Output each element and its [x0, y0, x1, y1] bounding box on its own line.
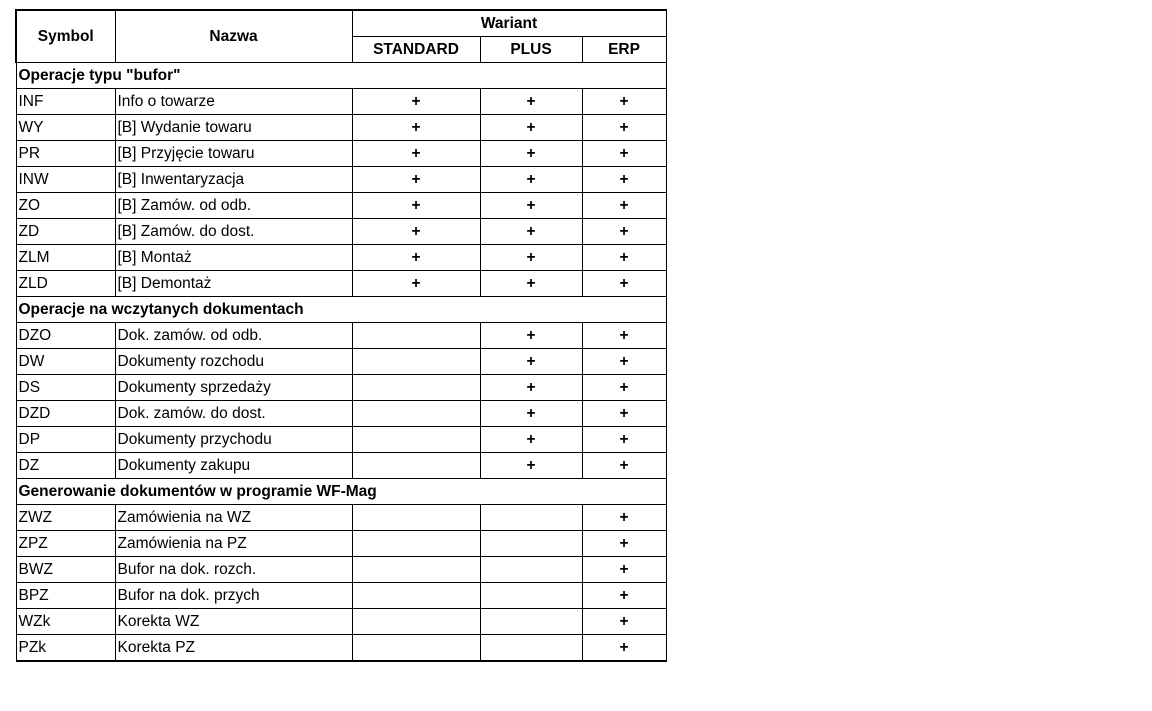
- header-variant-plus: PLUS: [480, 37, 582, 63]
- header-variant-standard: STANDARD: [352, 37, 480, 63]
- cell-plus: [480, 505, 582, 531]
- cell-plus: +: [480, 427, 582, 453]
- cell-plus: [480, 635, 582, 662]
- variants-table: [15, 9, 667, 662]
- cell-name: Dok. zamów. do dost.: [115, 401, 352, 427]
- cell-standard: [352, 505, 480, 531]
- cell-name: Bufor na dok. przych: [115, 583, 352, 609]
- cell-symbol: ZO: [16, 193, 115, 219]
- table-row: [16, 375, 666, 401]
- cell-plus: +: [480, 349, 582, 375]
- cell-erp: +: [582, 167, 666, 193]
- table-row: [16, 115, 666, 141]
- section-row: [16, 479, 666, 505]
- cell-symbol: WZk: [16, 609, 115, 635]
- cell-name: Zamówienia na PZ: [115, 531, 352, 557]
- cell-symbol: INF: [16, 89, 115, 115]
- header-symbol: Symbol: [16, 10, 115, 63]
- cell-symbol: DW: [16, 349, 115, 375]
- cell-erp: +: [582, 349, 666, 375]
- cell-symbol: ZLM: [16, 245, 115, 271]
- cell-plus: +: [480, 141, 582, 167]
- cell-symbol: WY: [16, 115, 115, 141]
- cell-standard: +: [352, 271, 480, 297]
- cell-symbol: PZk: [16, 635, 115, 662]
- cell-symbol: DZ: [16, 453, 115, 479]
- table-row: [16, 193, 666, 219]
- cell-symbol: DP: [16, 427, 115, 453]
- cell-erp: +: [582, 531, 666, 557]
- cell-standard: [352, 349, 480, 375]
- cell-symbol: INW: [16, 167, 115, 193]
- cell-plus: +: [480, 89, 582, 115]
- cell-plus: +: [480, 375, 582, 401]
- cell-erp: +: [582, 427, 666, 453]
- cell-erp: +: [582, 505, 666, 531]
- cell-name: [B] Inwentaryzacja: [115, 167, 352, 193]
- cell-symbol: DS: [16, 375, 115, 401]
- cell-erp: +: [582, 375, 666, 401]
- table-row: [16, 557, 666, 583]
- cell-symbol: DZD: [16, 401, 115, 427]
- cell-standard: [352, 609, 480, 635]
- cell-erp: +: [582, 245, 666, 271]
- table-row: [16, 583, 666, 609]
- cell-plus: +: [480, 453, 582, 479]
- table-row: [16, 245, 666, 271]
- cell-plus: +: [480, 219, 582, 245]
- cell-name: Zamówienia na WZ: [115, 505, 352, 531]
- cell-plus: +: [480, 323, 582, 349]
- cell-symbol: ZPZ: [16, 531, 115, 557]
- cell-erp: +: [582, 141, 666, 167]
- table-row: [16, 349, 666, 375]
- cell-standard: [352, 401, 480, 427]
- header-variant: Wariant: [352, 10, 666, 37]
- cell-standard: +: [352, 115, 480, 141]
- cell-symbol: ZLD: [16, 271, 115, 297]
- cell-symbol: ZWZ: [16, 505, 115, 531]
- header-variant-erp: ERP: [582, 37, 666, 63]
- section-title: Generowanie dokumentów w programie WF-Mag: [16, 479, 666, 505]
- table-row: [16, 401, 666, 427]
- table-row: [16, 453, 666, 479]
- cell-standard: +: [352, 167, 480, 193]
- cell-standard: [352, 375, 480, 401]
- cell-plus: +: [480, 167, 582, 193]
- cell-erp: +: [582, 401, 666, 427]
- table-row: [16, 219, 666, 245]
- cell-name: [B] Zamów. do dost.: [115, 219, 352, 245]
- cell-erp: +: [582, 89, 666, 115]
- cell-standard: [352, 557, 480, 583]
- cell-standard: +: [352, 219, 480, 245]
- table-row: [16, 505, 666, 531]
- cell-name: Dokumenty sprzedaży: [115, 375, 352, 401]
- cell-erp: +: [582, 193, 666, 219]
- cell-standard: [352, 583, 480, 609]
- cell-name: Dokumenty zakupu: [115, 453, 352, 479]
- cell-symbol: DZO: [16, 323, 115, 349]
- cell-erp: +: [582, 219, 666, 245]
- cell-standard: [352, 453, 480, 479]
- section-row: [16, 297, 666, 323]
- cell-standard: [352, 635, 480, 662]
- table-row: [16, 427, 666, 453]
- table-row: [16, 271, 666, 297]
- cell-name: Korekta WZ: [115, 609, 352, 635]
- header-name: Nazwa: [115, 10, 352, 63]
- cell-name: Korekta PZ: [115, 635, 352, 662]
- cell-erp: +: [582, 115, 666, 141]
- header-row-top: [16, 10, 666, 37]
- cell-standard: +: [352, 89, 480, 115]
- cell-erp: +: [582, 635, 666, 662]
- section-row: [16, 63, 666, 89]
- cell-name: [B] Demontaż: [115, 271, 352, 297]
- table-row: [16, 635, 666, 662]
- cell-plus: +: [480, 245, 582, 271]
- cell-erp: +: [582, 453, 666, 479]
- cell-name: [B] Wydanie towaru: [115, 115, 352, 141]
- cell-plus: [480, 557, 582, 583]
- cell-name: Dok. zamów. od odb.: [115, 323, 352, 349]
- section-title: Operacje typu "bufor": [16, 63, 666, 89]
- table-row: [16, 167, 666, 193]
- cell-standard: +: [352, 193, 480, 219]
- table-row: [16, 89, 666, 115]
- cell-erp: +: [582, 583, 666, 609]
- cell-name: [B] Zamów. od odb.: [115, 193, 352, 219]
- cell-plus: [480, 609, 582, 635]
- cell-erp: +: [582, 323, 666, 349]
- cell-name: Info o towarze: [115, 89, 352, 115]
- cell-name: [B] Montaż: [115, 245, 352, 271]
- cell-name: [B] Przyjęcie towaru: [115, 141, 352, 167]
- cell-standard: [352, 531, 480, 557]
- cell-plus: +: [480, 115, 582, 141]
- cell-plus: +: [480, 401, 582, 427]
- cell-erp: +: [582, 557, 666, 583]
- cell-standard: +: [352, 141, 480, 167]
- cell-plus: +: [480, 193, 582, 219]
- cell-symbol: PR: [16, 141, 115, 167]
- cell-standard: +: [352, 245, 480, 271]
- cell-symbol: BWZ: [16, 557, 115, 583]
- cell-plus: +: [480, 271, 582, 297]
- cell-name: Bufor na dok. rozch.: [115, 557, 352, 583]
- cell-standard: [352, 427, 480, 453]
- table-row: [16, 323, 666, 349]
- cell-name: Dokumenty rozchodu: [115, 349, 352, 375]
- cell-erp: +: [582, 609, 666, 635]
- cell-plus: [480, 583, 582, 609]
- table-body: [16, 63, 666, 662]
- table-row: [16, 141, 666, 167]
- table-row: [16, 531, 666, 557]
- cell-plus: [480, 531, 582, 557]
- cell-symbol: BPZ: [16, 583, 115, 609]
- cell-erp: +: [582, 271, 666, 297]
- cell-standard: [352, 323, 480, 349]
- table-row: [16, 609, 666, 635]
- cell-name: Dokumenty przychodu: [115, 427, 352, 453]
- cell-symbol: ZD: [16, 219, 115, 245]
- section-title: Operacje na wczytanych dokumentach: [16, 297, 666, 323]
